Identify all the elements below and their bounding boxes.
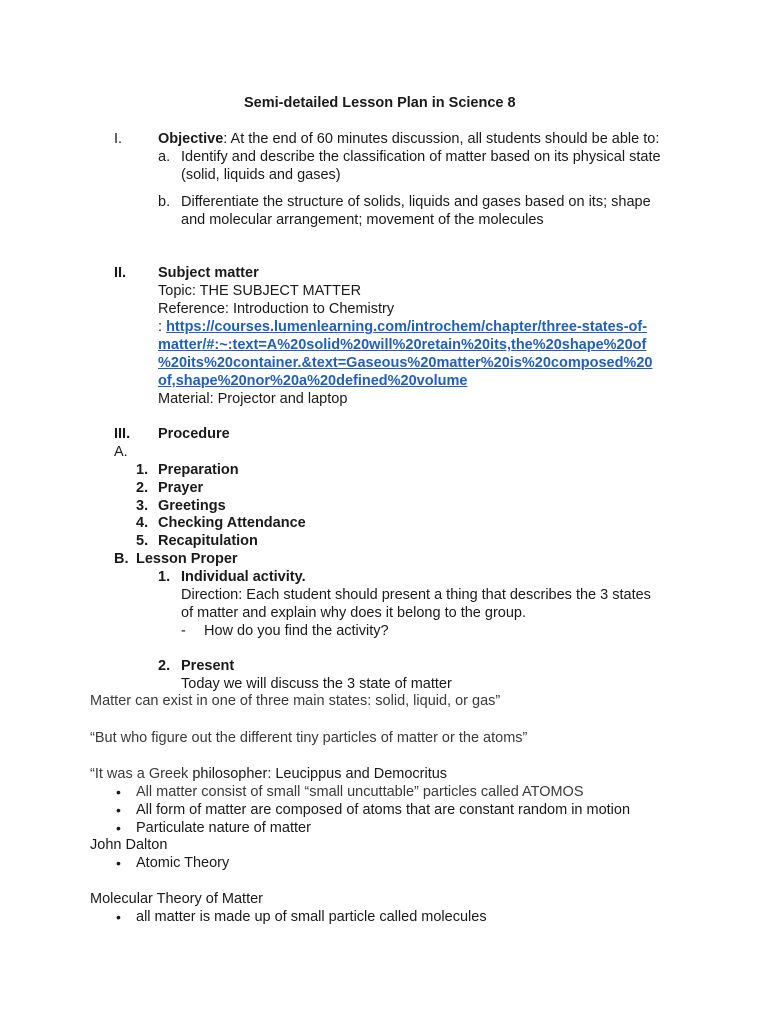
- step-number: 4.: [136, 515, 149, 531]
- present-text: Today we will discuss the 3 state of matter: [181, 676, 452, 692]
- bullet-icon: •: [116, 855, 121, 871]
- objective-line: [158, 130, 659, 148]
- step-text: Checking Attendance: [158, 515, 306, 531]
- bullet-text: All form of matter are composed of atoms that are constant random in motion: [136, 802, 631, 818]
- activity-number: 1.: [158, 569, 171, 585]
- procedure-b-text: Lesson Proper: [136, 551, 238, 567]
- procedure-numeral: III.: [114, 426, 131, 442]
- link-prefix: :: [158, 319, 167, 335]
- step-number: 1.: [136, 462, 149, 478]
- subject-material: Material: Projector and laptop: [158, 391, 348, 407]
- step-number: 5.: [136, 533, 149, 549]
- objective-item-text: Identify and describe the classification of matter based on its physical state: [181, 149, 661, 165]
- dalton-label: John Dalton: [90, 837, 168, 853]
- procedure-b-label: B.: [114, 551, 129, 567]
- bullet-text: Particulate nature of matter: [136, 820, 311, 836]
- objective-item-text: and molecular arrangement; movement of the molecules: [181, 212, 544, 228]
- reference-link[interactable]: https://courses.lumenlearning.com/introchem/chapter/three-states-of-: [166, 319, 648, 335]
- procedure-a-label: A.: [114, 444, 128, 460]
- bullet-icon: •: [116, 784, 121, 800]
- step-text: Recapitulation: [158, 533, 258, 549]
- objective-item-letter: a.: [158, 149, 171, 165]
- step-number: 3.: [136, 498, 149, 514]
- discussion-line: Matter can exist in one of three main states: solid, liquid, or gas”: [90, 693, 501, 709]
- step-text: Greetings: [158, 498, 226, 514]
- reference-link-line: [158, 318, 647, 336]
- discussion-line: “But who figure out the different tiny particles of matter or the atoms”: [90, 730, 528, 746]
- present-number: 2.: [158, 658, 171, 674]
- activity-title: Individual activity.: [181, 569, 306, 585]
- objective-text: : At the end of 60 minutes discussion, all students should be able to:: [223, 131, 660, 147]
- objective-numeral: I.: [114, 131, 123, 147]
- bullet-text: All matter consist of small “small uncuttable” particles called ATOMOS: [136, 784, 584, 800]
- discussion-line: [90, 765, 447, 783]
- molecular-label: Molecular Theory of Matter: [90, 891, 263, 907]
- reference-link[interactable]: matter/#:~:text=A%20solid%20will%20retain%20its,the%20shape%20of: [158, 337, 647, 353]
- activity-dash: -: [181, 623, 186, 639]
- step-text: Prayer: [158, 480, 204, 496]
- bullet-icon: •: [116, 802, 121, 818]
- subject-topic: Topic: THE SUBJECT MATTER: [158, 283, 362, 299]
- present-title: Present: [181, 658, 235, 674]
- page-title: Semi-detailed Lesson Plan in Science 8: [244, 95, 516, 111]
- objective-item-text: (solid, liquids and gases): [181, 167, 341, 183]
- bullet-text: Atomic Theory: [136, 855, 230, 871]
- objective-label: Objective: [158, 131, 224, 147]
- discussion-line-part: philosopher: Leucippus and Democritus: [192, 766, 448, 782]
- step-text: Preparation: [158, 462, 239, 478]
- subject-reference: Reference: Introduction to Chemistry: [158, 301, 395, 317]
- objective-item-letter: b.: [158, 194, 171, 210]
- subject-numeral: II.: [114, 265, 127, 281]
- objective-item-text: Differentiate the structure of solids, liquids and gases based on its; shape: [181, 194, 651, 210]
- bullet-icon: •: [116, 820, 121, 836]
- step-number: 2.: [136, 480, 149, 496]
- activity-question: How do you find the activity?: [204, 623, 389, 639]
- reference-link[interactable]: of,shape%20nor%20a%20defined%20volume: [158, 373, 468, 389]
- bullet-text: all matter is made up of small particle called molecules: [136, 909, 487, 925]
- discussion-line-part: “It was a Greek: [90, 766, 193, 782]
- procedure-heading: Procedure: [158, 426, 230, 442]
- activity-direction: of matter and explain why does it belong to the group.: [181, 605, 526, 621]
- bullet-icon: •: [116, 909, 121, 925]
- subject-heading: Subject matter: [158, 265, 259, 281]
- reference-link[interactable]: %20its%20container.&text=Gaseous%20matter%20is%20composed%20: [158, 355, 653, 371]
- activity-direction: Direction: Each student should present a thing that describes the 3 states: [181, 587, 651, 603]
